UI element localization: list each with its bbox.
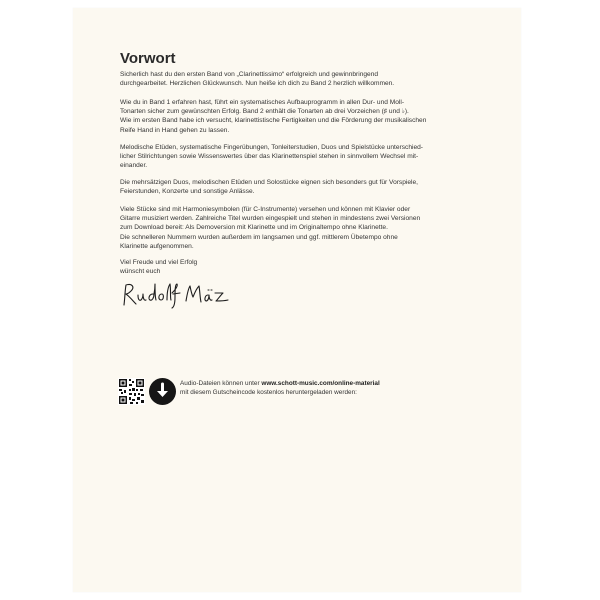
text-line: Feierstunden, Konzerte und sonstige Anlässe. [120,188,255,196]
download-url-link[interactable]: www.schott-music.com/online-material [261,380,380,387]
download-arrow-icon[interactable] [149,378,176,405]
text-line: Viele Stücke sind mit Harmoniesymbolen (für C-Instrumente) versehen und können mit Klavier oder [120,206,411,213]
text-line: Reife Hand in Hand gehen zu lassen. [120,126,230,134]
paragraph-3 [120,143,462,171]
text-line: Tonarten sicher zum gewünschten Erfolg. Band 2 enthält die Tonarten ab drei Vorzeichen (♯ und ♭). [120,108,409,116]
text-line: Wie im ersten Band habe ich versucht, klarinettistische Fertigkeiten und die Förderung der musikalischen [120,117,427,125]
text-line: Die schnelleren Nummern wurden außerdem im langsamen und ggf. mittlerem Übetempo ohne [120,233,398,241]
text-line: Sicherlich hast du den ersten Band von „Clarinettissimo“ erfolgreich und gewinnbringend [120,71,379,78]
text-line: einander. [120,162,148,170]
paragraph-4 [120,178,462,196]
text-line: licher Stilrichtungen sowie Wissenswertes über das Klarinettenspiel stehen in sinnvollem Wechsel mit- [120,153,419,161]
download-line-2: mit diesem Gutscheincode kostenlos heruntergeladen werden: [180,389,357,396]
paragraph-1 [120,70,462,88]
closing [120,258,462,276]
text-line: zum Download bereit: Als Demoversion mit Klarinette und im Originaltempo ohne Klarinette. [120,224,388,232]
text-line: Klarinette aufgenommen. [120,242,194,250]
download-instructions [180,379,410,397]
qr-code-icon[interactable] [118,378,145,405]
text-line: Melodische Etüden, systematische Fingerübungen, Tonleiterstudien, Duos und Spielstücke unterschied- [120,144,423,151]
download-line-1: Audio-Dateien können unter www.schott-music.com/online-material [180,380,380,387]
page-title: Vorwort [120,50,176,67]
text-line: wünscht euch [120,268,161,276]
text-line: Viel Freude und viel Erfolg [120,259,198,266]
text-line: Wie du in Band 1 erfahren hast, führt ein systematisches Aufbauprogramm in allen Dur- und Moll- [120,99,405,106]
paragraph-2 [120,98,462,135]
text-line: Gitarre musiziert werden. Zahlreiche Titel wurden eingespielt und stehen in mindestens zwei Versionen [120,215,421,223]
paragraph-5 [120,205,462,251]
text-line: Die mehrsätzigen Duos, melodischen Etüden und Solostücke eignen sich besonders gut für Vorspiele, [120,179,418,186]
text-line: durchgearbeitet. Herzlichen Glückwunsch. Nun heiße ich dich zu Band 2 herzlich willkommen. [120,80,395,88]
handwritten-signature [120,281,240,309]
